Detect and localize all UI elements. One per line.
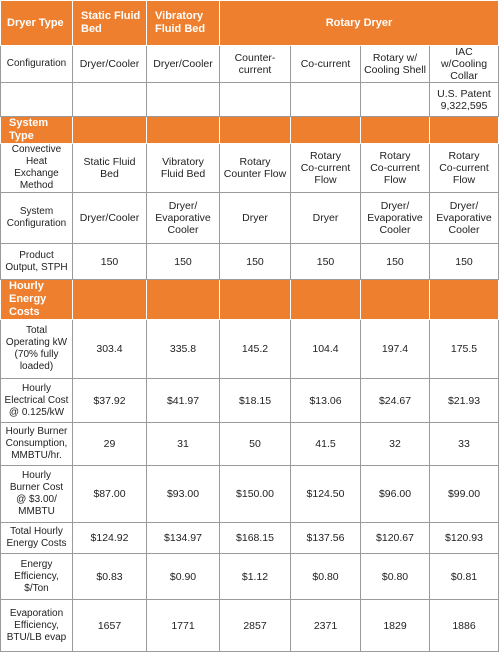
- table-row: [1, 193, 499, 244]
- table-cell: 303.4: [73, 320, 147, 379]
- table-cell: 150: [73, 244, 147, 280]
- row-label: Total Operating kW (70% fully loaded): [1, 320, 73, 379]
- table-cell: 2857: [220, 600, 291, 652]
- table-row: [1, 466, 499, 523]
- table-cell: 1771: [147, 600, 220, 652]
- table-row: [1, 554, 499, 600]
- table-cell: 150: [147, 244, 220, 280]
- section-system-type: [1, 117, 499, 144]
- table-row: [1, 600, 499, 652]
- table-cell: 150: [291, 244, 361, 280]
- table-cell: $99.00: [430, 466, 499, 523]
- table-cell: 150: [220, 244, 291, 280]
- empty-cell: [73, 83, 147, 117]
- table-cell: $124.50: [291, 466, 361, 523]
- table-cell: $134.97: [147, 523, 220, 554]
- table-cell: $150.00: [220, 466, 291, 523]
- row-label: Hourly Electrical Cost @ 0.125/kW: [1, 379, 73, 423]
- table-cell: $0.81: [430, 554, 499, 600]
- patent-row: [1, 83, 499, 117]
- table-cell: 335.8: [147, 320, 220, 379]
- section-title: Hourly Energy Costs: [1, 280, 73, 320]
- table-cell: Dryer/Cooler: [147, 46, 220, 83]
- table-cell: 150: [361, 244, 430, 280]
- table-cell: 29: [73, 423, 147, 466]
- header-dryer-type: Dryer Type: [1, 1, 73, 46]
- header-rotary-dryer: Rotary Dryer: [220, 1, 499, 46]
- table-cell: $168.15: [220, 523, 291, 554]
- section-title: System Type: [1, 117, 73, 144]
- table-cell: $0.80: [361, 554, 430, 600]
- empty-cell: [1, 83, 73, 117]
- table-cell: 175.5: [430, 320, 499, 379]
- empty-cell: [291, 83, 361, 117]
- table-cell: $96.00: [361, 466, 430, 523]
- table-cell: 150: [430, 244, 499, 280]
- table-cell: $87.00: [73, 466, 147, 523]
- row-label: Evaporation Efficiency, BTU/LB evap: [1, 600, 73, 652]
- row-label: Product Output, STPH: [1, 244, 73, 280]
- table-cell: 1829: [361, 600, 430, 652]
- empty-cell: [361, 83, 430, 117]
- table-cell: Counter- current: [220, 46, 291, 83]
- table-cell: 41.5: [291, 423, 361, 466]
- table-cell: $93.00: [147, 466, 220, 523]
- table-cell: $120.93: [430, 523, 499, 554]
- table-cell: $18.15: [220, 379, 291, 423]
- table-cell: Dryer: [291, 193, 361, 244]
- table-cell: Dryer/ Evaporative Cooler: [147, 193, 220, 244]
- header-row: [1, 1, 499, 46]
- configuration-row: [1, 46, 499, 83]
- table-cell: 145.2: [220, 320, 291, 379]
- table-cell: $124.92: [73, 523, 147, 554]
- empty-cell: [147, 83, 220, 117]
- table-cell: 1657: [73, 600, 147, 652]
- table-cell: Rotary Co-current Flow: [361, 144, 430, 193]
- table-row: [1, 320, 499, 379]
- table-cell: $24.67: [361, 379, 430, 423]
- table-row: [1, 523, 499, 554]
- table-cell: 197.4: [361, 320, 430, 379]
- row-label: Configuration: [1, 46, 73, 83]
- row-label: System Configuration: [1, 193, 73, 244]
- row-label: Total Hourly Energy Costs: [1, 523, 73, 554]
- table-cell: $41.97: [147, 379, 220, 423]
- row-label: Energy Efficiency, $/Ton: [1, 554, 73, 600]
- table-row: [1, 423, 499, 466]
- table-cell: $37.92: [73, 379, 147, 423]
- table-row: [1, 379, 499, 423]
- row-label: Hourly Burner Cost @ $3.00/ MMBTU: [1, 466, 73, 523]
- table-cell: $13.06: [291, 379, 361, 423]
- table-cell: 33: [430, 423, 499, 466]
- table-cell: $120.67: [361, 523, 430, 554]
- section-hourly-energy-costs: [1, 280, 499, 320]
- table-cell: Vibratory Fluid Bed: [147, 144, 220, 193]
- table-cell: Dryer: [220, 193, 291, 244]
- table-cell: 32: [361, 423, 430, 466]
- table-row: [1, 244, 499, 280]
- table-cell: 2371: [291, 600, 361, 652]
- table-cell: Rotary Co-current Flow: [430, 144, 499, 193]
- table-cell: $0.80: [291, 554, 361, 600]
- table-row: [1, 144, 499, 193]
- header-vibratory-fluid-bed: Vibratory Fluid Bed: [147, 1, 220, 46]
- row-label: Hourly Burner Consumption, MMBTU/hr.: [1, 423, 73, 466]
- empty-cell: [220, 83, 291, 117]
- header-static-fluid-bed: Static Fluid Bed: [73, 1, 147, 46]
- table-cell: Static Fluid Bed: [73, 144, 147, 193]
- table-cell: $1.12: [220, 554, 291, 600]
- table-cell: $0.83: [73, 554, 147, 600]
- row-label: Convective Heat Exchange Method: [1, 144, 73, 193]
- table-cell: Dryer/Cooler: [73, 46, 147, 83]
- patent-note: U.S. Patent 9,322,595: [430, 83, 499, 117]
- table-cell: $0.90: [147, 554, 220, 600]
- table-cell: Co-current: [291, 46, 361, 83]
- table-cell: 31: [147, 423, 220, 466]
- table-cell: Rotary Counter Flow: [220, 144, 291, 193]
- table-cell: $137.56: [291, 523, 361, 554]
- table-cell: IAC w/Cooling Collar: [430, 46, 499, 83]
- table-cell: $21.93: [430, 379, 499, 423]
- table-cell: Rotary w/ Cooling Shell: [361, 46, 430, 83]
- table-cell: Dryer/ Evaporative Cooler: [430, 193, 499, 244]
- table-cell: Dryer/Cooler: [73, 193, 147, 244]
- table-cell: 1886: [430, 600, 499, 652]
- table-cell: Rotary Co-current Flow: [291, 144, 361, 193]
- table-cell: 50: [220, 423, 291, 466]
- table-cell: Dryer/ Evaporative Cooler: [361, 193, 430, 244]
- table-cell: 104.4: [291, 320, 361, 379]
